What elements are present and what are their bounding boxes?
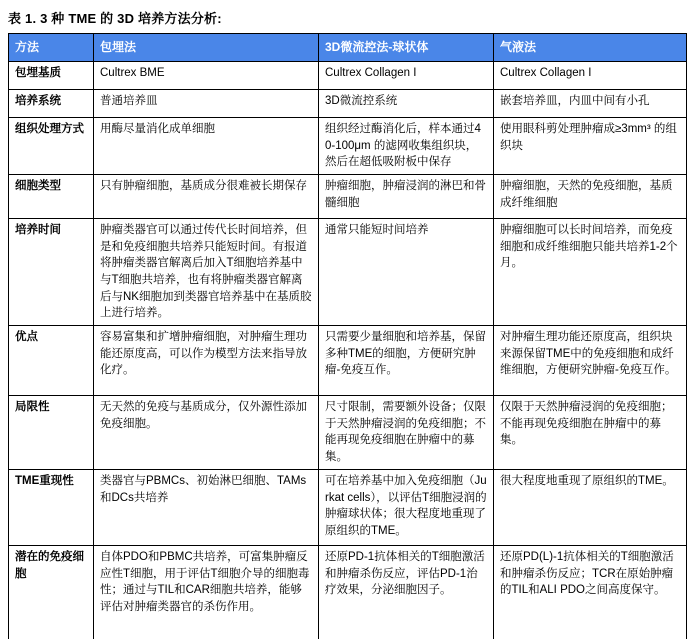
table-title: 表 1. 3 种 TME 的 3D 培养方法分析: — [8, 11, 222, 26]
table-cell: 肿瘤细胞，肿瘤浸润的淋巴和骨髓细胞 — [319, 175, 494, 219]
table-row-culture-system — [9, 90, 687, 118]
row-header-cell: 优点 — [9, 326, 94, 396]
table-cell: 可在培养基中加入免疫细胞（Jurkat cells），以评估T细胞浸润的肿瘤球状体；很大程度地重现了原组织的TME。 — [319, 470, 494, 546]
table-cell: 仅限于天然肿瘤浸润的免疫细胞；不能再现免疫细胞在肿瘤中的募集。 — [494, 396, 687, 470]
table-cell: 普通培养皿 — [94, 90, 319, 118]
table-header-row — [9, 34, 687, 62]
column-header-microfluidic: 3D微流控法-球状体 — [319, 34, 494, 62]
table-cell: 肿瘤细胞可以长时间培养，而免疫细胞和成纤维细胞只能共培养1-2个月。 — [494, 219, 687, 326]
table-row-potential-immune-cells — [9, 546, 687, 639]
column-header-method: 方法 — [9, 34, 94, 62]
table-cell: 通常只能短时间培养 — [319, 219, 494, 326]
row-header-cell: 细胞类型 — [9, 175, 94, 219]
table-cell: 类器官与PBMCs、初始淋巴细胞、TAMs和DCs共培养 — [94, 470, 319, 546]
table-row-tme-reproducibility — [9, 470, 687, 546]
table-cell: 还原PD(L)-1抗体相关的T细胞激活和肿瘤杀伤反应；TCR在原始肿瘤的TIL和ALI PDO之间高度保守。 — [494, 546, 687, 639]
table-cell: 用酶尽量消化成单细胞 — [94, 118, 319, 175]
table-cell: 自体PDO和PBMC共培养，可富集肿瘤反应性T细胞，用于评估T细胞介导的细胞毒性；通过与TIL和CAR细胞共培养，能够评估对肿瘤类器官的杀伤作用。 — [94, 546, 319, 639]
table-cell: 对肿瘤生理功能还原度高，组织块来源保留TME中的免疫细胞和成纤维细胞，方便研究肿瘤-免疫互作。 — [494, 326, 687, 396]
table-row-advantages — [9, 326, 687, 396]
row-header-cell: 组织处理方式 — [9, 118, 94, 175]
tme-methods-table — [8, 33, 687, 639]
table-row-cell-types — [9, 175, 687, 219]
table-cell: 只需要少量细胞和培养基，保留多种TME的细胞，方便研究肿瘤-免疫互作。 — [319, 326, 494, 396]
table-cell: 还原PD-1抗体相关的T细胞激活和肿瘤杀伤反应，评估PD-1治疗效果，分泌细胞因子。 — [319, 546, 494, 639]
row-header-cell: 培养时间 — [9, 219, 94, 326]
table-row-embedding-matrix — [9, 62, 687, 90]
row-header-cell: 潜在的免疫细胞 — [9, 546, 94, 639]
table-cell: 无天然的免疫与基质成分，仅外源性添加免疫细胞。 — [94, 396, 319, 470]
table-row-tissue-processing — [9, 118, 687, 175]
table-cell: Cultrex Collagen I — [494, 62, 687, 90]
table-cell: 肿瘤类器官可以通过传代长时间培养，但是和免疫细胞共培养只能短时间。有报道将肿瘤类器官解离后加入T细胞培养基中与T细胞共培养，也有将肿瘤类器官解离后与NK细胞加到类器官培养基中在基质胶上进行培养。 — [94, 219, 319, 326]
row-header-cell: TME重现性 — [9, 470, 94, 546]
row-header-cell: 包埋基质 — [9, 62, 94, 90]
table-cell: 使用眼科剪处理肿瘤成≥3mm³ 的组织块 — [494, 118, 687, 175]
table-row-culture-time — [9, 219, 687, 326]
row-header-cell: 局限性 — [9, 396, 94, 470]
table-row-limitations — [9, 396, 687, 470]
table-cell: 肿瘤细胞，天然的免疫细胞，基质成纤维细胞 — [494, 175, 687, 219]
table-cell: 嵌套培养皿，内皿中间有小孔 — [494, 90, 687, 118]
row-header-cell: 培养系统 — [9, 90, 94, 118]
table-cell: 3D微流控系统 — [319, 90, 494, 118]
table-cell: 组织经过酶消化后，样本通过40-100μm 的滤网收集组织块，然后在超低吸附板中保存 — [319, 118, 494, 175]
table-cell: Cultrex BME — [94, 62, 319, 90]
column-header-embedding: 包埋法 — [94, 34, 319, 62]
table-cell: 尺寸限制，需要额外设备；仅限于天然肿瘤浸润的免疫细胞；不能再现免疫细胞在肿瘤中的募集。 — [319, 396, 494, 470]
table-cell: 只有肿瘤细胞，基质成分很难被长期保存 — [94, 175, 319, 219]
table-cell: Cultrex Collagen I — [319, 62, 494, 90]
table-cell: 容易富集和扩增肿瘤细胞，对肿瘤生理功能还原度高，可以作为模型方法来指导放化疗。 — [94, 326, 319, 396]
column-header-airliquid: 气液法 — [494, 34, 687, 62]
table-cell: 很大程度地重现了原组织的TME。 — [494, 470, 687, 546]
